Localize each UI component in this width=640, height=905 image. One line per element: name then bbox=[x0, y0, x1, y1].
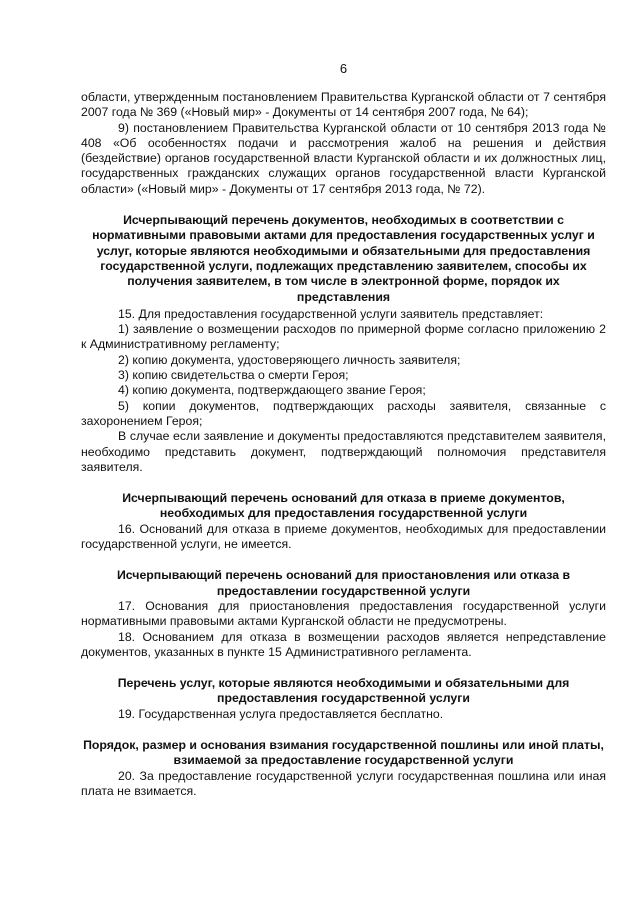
paragraph: 1) заявление о возмещении расходов по примерной форме согласно приложению 2 к Административному регламенту; bbox=[81, 322, 606, 352]
paragraph: 18. Основанием для отказа в возмещении расходов является непредставление документов, указанных в пункте 15 Административного регламента. bbox=[81, 629, 606, 659]
section-state-fee bbox=[81, 738, 606, 799]
section-documents-list bbox=[81, 213, 606, 475]
paragraph: 2) копию документа, удостоверяющего личность заявителя; bbox=[118, 352, 461, 367]
section-refusal-reception bbox=[81, 491, 606, 552]
paragraph: 3) копию свидетельства о смерти Героя; bbox=[118, 368, 349, 383]
paragraph: 5) копии документов, подтверждающих расходы заявителя, связанные с захоронением Героя; bbox=[81, 398, 606, 428]
paragraph: В случае если заявление и документы предоставляются представителем заявителя, необходимо представить документ, подтверждающий полномочия представителя заявителя. bbox=[81, 429, 606, 474]
paragraph: 15. Для предоставления государственной услуги заявитель представляет: bbox=[118, 306, 544, 321]
section-heading: Порядок, размер и основания взимания государственной пошлины или иной платы, взимаемой за предоставление государственной услуги bbox=[83, 737, 604, 768]
paragraph: 17. Основания для приостановления предоставления государственной услуги нормативными правовыми актами Курганской области не предусмотрены. bbox=[81, 598, 606, 629]
section-required-services bbox=[81, 676, 606, 722]
section-heading: Исчерпывающий перечень оснований для приостановления или отказа в предоставлении государственной услуги bbox=[116, 568, 571, 598]
section-heading: Перечень услуг, которые являются необходимыми и обязательными для предоставления государственной услуги bbox=[117, 676, 570, 706]
page-number: 6 bbox=[339, 61, 348, 76]
paragraph: 20. За предоставление государственной услуги государственная пошлина или иная плата не взимается. bbox=[81, 768, 606, 798]
intro-paragraph: области, утвержденным постановлением Правительства Курганской области от 7 сентября 2007 года № 369 («Новый мир» - Документы от 14 сентября 2007 года, № 64); bbox=[81, 90, 606, 120]
section-heading: Исчерпывающий перечень оснований для отказа в приеме документов, необходимых для предоставления государственной услуги bbox=[122, 491, 565, 521]
section-suspension-refusal bbox=[81, 568, 606, 660]
paragraph: 19. Государственная услуга предоставляется бесплатно. bbox=[118, 706, 444, 721]
section-heading: Исчерпывающий перечень документов, необходимых в соответствии с нормативными правовыми актами для предоставления государственных услуг и услуг, которые являются необходимыми и обязательными для предоставления государственной услуги, подлежащих представлению заявителем, способы их получения заявителем, в том числе в электронной форме, порядок их представления bbox=[92, 213, 595, 304]
paragraph: 16. Оснований для отказа в приеме документов, необходимых для предоставлении государственной услуги, не имеется. bbox=[81, 521, 606, 552]
paragraph: 4) копию документа, подтверждающего звание Героя; bbox=[118, 383, 426, 398]
intro-paragraph: 9) постановлением Правительства Курганской области от 10 сентября 2013 года № 408 «Об особенностях подачи и рассмотрения жалоб на решения и действия (бездействие) органов государственной власти Курганской области и их должностных лиц, государственных гражданских служащих органов государственной власти Курганской области» («Новый мир» - Документы от 17 сентября 2013 года, № 72). bbox=[81, 120, 606, 196]
